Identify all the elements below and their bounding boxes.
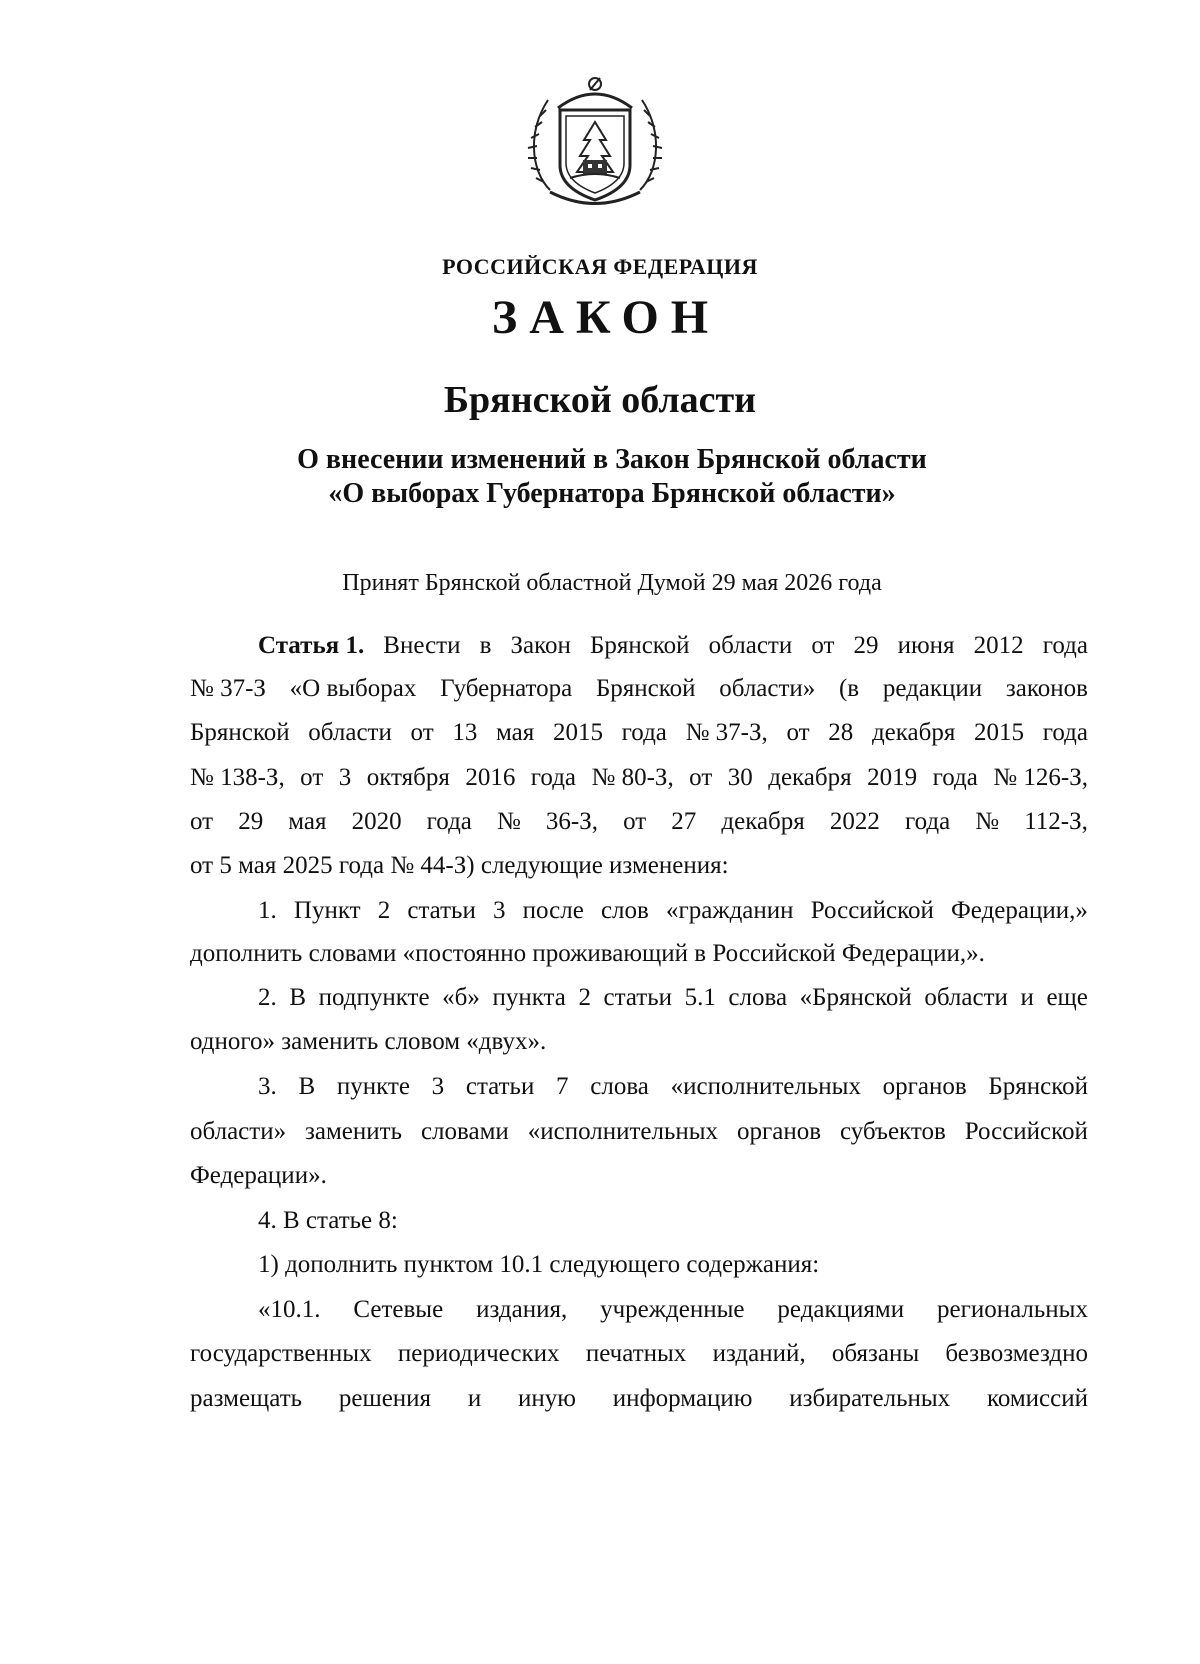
word: 29	[853, 632, 879, 659]
word: 13	[452, 719, 478, 746]
coat-of-arms-emblem	[520, 70, 670, 220]
word: № 138-З,	[190, 764, 285, 791]
word: Брянской	[589, 632, 690, 659]
word: региональных	[937, 1296, 1088, 1323]
word: и	[1020, 984, 1034, 1011]
body-line: 1) дополнить пунктом 10.1 следующего содержания:	[258, 1251, 820, 1278]
word: 3	[431, 1073, 445, 1100]
word: Сетевые	[353, 1296, 444, 1323]
word: Российской	[964, 1118, 1088, 1145]
word: области»	[190, 1118, 287, 1145]
word: периодических	[397, 1340, 560, 1367]
body-line	[258, 1296, 1088, 1324]
article-label: Статья 1.	[258, 632, 365, 659]
word: словами	[420, 1118, 509, 1145]
word: 5.1	[684, 984, 716, 1011]
body-line	[190, 764, 1088, 792]
word: области»	[719, 675, 816, 702]
body-line: Федерации».	[190, 1162, 327, 1189]
body-line	[190, 1118, 1088, 1146]
word: 2016	[465, 764, 516, 791]
word: Федерации,»	[951, 897, 1088, 924]
word: статьи	[603, 984, 673, 1011]
word: от	[689, 764, 713, 791]
word: № 37-З,	[685, 719, 768, 746]
body-line: от 5 мая 2025 года № 44-З) следующие изменения:	[190, 852, 729, 879]
word: 2.	[258, 984, 277, 1011]
word: Внести	[383, 632, 461, 659]
word: изданий,	[712, 1340, 806, 1367]
word: слов	[600, 897, 649, 924]
word: информацию	[612, 1385, 753, 1412]
word: органов	[882, 1073, 967, 1100]
word: 112-З,	[1024, 808, 1088, 835]
word: от	[410, 719, 434, 746]
word: октября	[366, 764, 450, 791]
word: года	[1042, 632, 1088, 659]
word: года	[932, 764, 978, 791]
word: статьи	[465, 1073, 535, 1100]
word: В	[298, 1073, 316, 1100]
word: области	[924, 984, 1008, 1011]
word: «исполнительных	[527, 1118, 719, 1145]
word: решения	[338, 1385, 432, 1412]
word: учрежденные	[600, 1296, 745, 1323]
word: декабря	[768, 764, 852, 791]
word: законов	[1005, 675, 1088, 702]
body-line: одного» заменить словом «двух».	[190, 1028, 547, 1055]
body-line	[190, 808, 1088, 836]
word: 2015	[974, 719, 1025, 746]
word: иную	[518, 1385, 576, 1412]
word: области	[708, 632, 793, 659]
word: статьи	[407, 897, 476, 924]
word: № 126-З,	[993, 764, 1088, 791]
body-line	[258, 632, 1088, 660]
law-heading: ЗАКОН	[491, 291, 721, 344]
word: пункте	[336, 1073, 410, 1100]
word: года	[530, 764, 577, 791]
word: мая	[496, 719, 535, 746]
word: Губернатора	[440, 675, 573, 702]
word: государственных	[190, 1340, 372, 1367]
body-line	[190, 1385, 1088, 1413]
word: 2012	[973, 632, 1024, 659]
word: В	[289, 984, 307, 1011]
word: «б»	[442, 984, 480, 1011]
word: года	[1042, 719, 1088, 746]
word: №	[975, 808, 1000, 835]
word: в	[479, 632, 492, 659]
word: и	[467, 1385, 482, 1412]
word: мая	[288, 808, 327, 835]
country-heading: РОССИЙСКАЯ ФЕДЕРАЦИЯ	[442, 254, 758, 279]
word: 2020	[351, 808, 402, 835]
body-line: 4. В статье 8:	[258, 1207, 398, 1234]
word: 3	[492, 897, 506, 924]
word: года	[621, 719, 667, 746]
word: 7	[556, 1073, 569, 1100]
word: заменить	[305, 1118, 402, 1145]
word: года	[426, 808, 472, 835]
body-line	[190, 1340, 1088, 1368]
law-title-line-2: «О выборах Губернатора Брянской области»	[328, 478, 896, 509]
word: №	[496, 808, 521, 835]
word: области	[308, 719, 392, 746]
word: еще	[1046, 984, 1088, 1011]
word: декабря	[871, 719, 956, 746]
word: 36-З,	[545, 808, 599, 835]
body-line	[258, 897, 1088, 925]
word: «гражданин	[665, 897, 794, 924]
word: издания,	[476, 1296, 568, 1323]
body-line	[190, 719, 1088, 747]
word: 28	[828, 719, 854, 746]
region-heading: Брянской области	[443, 379, 757, 421]
word: обязаны	[831, 1340, 920, 1367]
word: 3.	[258, 1073, 277, 1100]
word: размещать	[190, 1385, 303, 1412]
word: «О выборах	[289, 675, 417, 702]
word: от	[300, 764, 324, 791]
word: подпункте	[318, 984, 430, 1011]
adoption-note: Принят Брянской областной Думой 29 мая 2026 года	[342, 570, 882, 596]
word: редакции	[882, 675, 983, 702]
word: июня	[897, 632, 955, 659]
body-line	[258, 984, 1088, 1012]
word: (в	[838, 675, 860, 702]
word: 27	[671, 808, 697, 835]
word: слова	[590, 1073, 649, 1100]
word: слова	[728, 984, 788, 1011]
word: декабря	[721, 808, 805, 835]
word: «исполнительных	[670, 1073, 861, 1100]
word: 1.	[258, 897, 277, 924]
word: № 37-З	[190, 675, 266, 702]
word: года	[904, 808, 951, 835]
word: «Брянской	[799, 984, 912, 1011]
word: Брянской	[190, 719, 290, 746]
word: избирательных	[789, 1385, 951, 1412]
body-line	[190, 675, 1088, 703]
word: 30	[727, 764, 753, 791]
law-title-line-1: О внесении изменений в Закон Брянской области	[297, 444, 927, 475]
word: пункта	[492, 984, 566, 1011]
word: органов	[737, 1118, 822, 1145]
word: от	[190, 808, 214, 835]
body-line	[258, 1073, 1088, 1101]
word: Пункт	[293, 897, 361, 924]
word: 2	[578, 984, 591, 1011]
word: после	[522, 897, 584, 924]
word: от	[623, 808, 647, 835]
word: 2022	[829, 808, 880, 835]
word: № 80-З,	[591, 764, 674, 791]
word: Закон	[510, 632, 571, 659]
word: комиссий	[986, 1385, 1088, 1412]
word: 2	[377, 897, 391, 924]
word: от	[811, 632, 835, 659]
word: редакциями	[777, 1296, 905, 1323]
word: Брянской	[988, 1073, 1088, 1100]
word: 3	[338, 764, 352, 791]
body-line: дополнить словами «постоянно проживающий в Российской Федерации,».	[190, 940, 985, 967]
word: 29	[238, 808, 264, 835]
word: 2019	[867, 764, 918, 791]
word: печатных	[585, 1340, 687, 1367]
word: субъектов	[839, 1118, 946, 1145]
word: безвозмездно	[945, 1340, 1088, 1367]
word: Российской	[810, 897, 934, 924]
word: 2015	[552, 719, 603, 746]
word: «10.1.	[258, 1296, 321, 1323]
word: от	[786, 719, 810, 746]
word: Брянской	[595, 675, 696, 702]
